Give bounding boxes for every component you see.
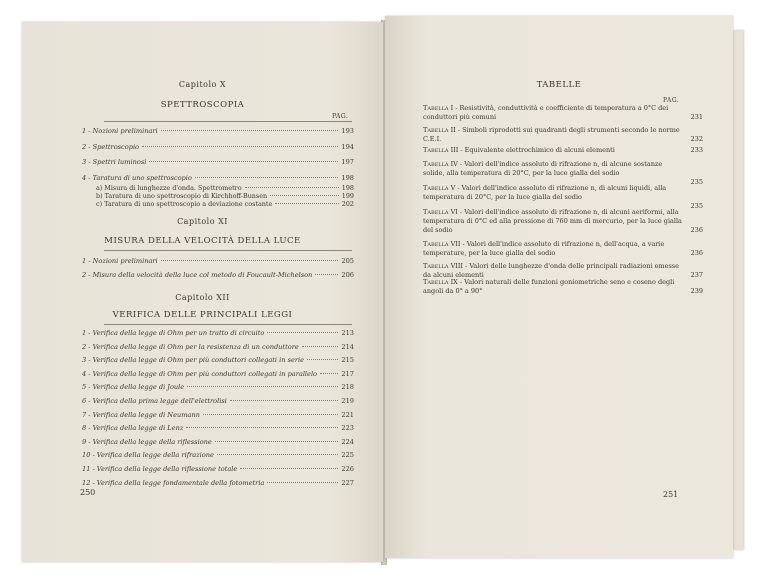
toc-entry	[82, 451, 354, 459]
toc-entry-page: 225	[341, 451, 354, 460]
table-entry	[423, 146, 703, 155]
toc-entry-label: 1 - Nozioni preliminari	[82, 257, 158, 265]
chapter-11-title: MISURA DELLA VELOCITÀ DELLA LUCE	[104, 236, 301, 246]
table-entry-text: - Simboli riprodotti sui quadranti degli strumenti secondo le norme C.E.I.	[423, 126, 680, 143]
leader-dots	[186, 427, 338, 428]
rule	[104, 324, 352, 325]
leader-dots	[161, 130, 339, 131]
leader-dots	[187, 386, 338, 387]
toc-entry	[82, 411, 354, 419]
toc-entry	[96, 192, 354, 200]
table-entry	[423, 126, 703, 144]
toc-entry-page: 219	[341, 397, 354, 405]
toc-entry-page: 202	[341, 200, 354, 208]
toc-entry	[82, 127, 354, 135]
table-entry-key: Tabella VII	[423, 240, 461, 248]
toc-entry	[82, 465, 354, 473]
leader-dots	[275, 203, 339, 204]
table-entry-page: 236	[690, 249, 703, 257]
rule	[104, 121, 352, 122]
page-stack-edge	[733, 30, 743, 550]
toc-entry-page: 226	[341, 465, 354, 473]
table-entry-key: Tabella II	[423, 126, 456, 134]
toc-entry-page: 194	[341, 143, 354, 151]
toc-entry-label: 6 - Verifica della prima legge dell'elettrolisi	[82, 397, 227, 405]
left-page	[22, 22, 383, 562]
toc-entry-page: 221	[341, 410, 354, 419]
toc-entry	[82, 343, 354, 351]
toc-entry-label: 5 - Verifica della legge di Joule	[82, 383, 185, 392]
toc-entry-page: 205	[341, 257, 354, 265]
toc-entry-label: 3 - Verifica della legge di Ohm per più conduttori collegati in serie	[82, 356, 305, 365]
toc-entry-label: 11 - Verifica della legge della riflessione totale	[82, 465, 238, 473]
table-entry-text: - Resistività, conduttività e coefficiente di temperatura a 0°C dei conduttori più comuni	[423, 104, 669, 121]
table-entry-page: 232	[690, 135, 703, 143]
toc-entry-page: 213	[341, 329, 354, 337]
toc-entry	[82, 479, 354, 487]
toc-entry	[82, 438, 354, 446]
toc-entry	[82, 383, 354, 391]
table-entry	[423, 278, 703, 296]
toc-entry	[96, 184, 354, 192]
leader-dots	[217, 454, 338, 455]
leader-dots	[307, 359, 338, 360]
toc-entry-page: 198	[341, 174, 354, 182]
table-entry-page: 235	[690, 178, 703, 186]
table-entry-page: 237	[690, 271, 703, 279]
table-entry-text: - Valori dell'indice assoluto di rifrazione n, dell'acqua, a varie temperature, per la luce gialla del sodio	[423, 240, 665, 257]
leader-dots	[267, 482, 338, 483]
table-entry	[423, 240, 703, 258]
table-entry-page: 235	[690, 202, 703, 210]
leader-dots	[195, 177, 339, 178]
leader-dots	[215, 441, 339, 442]
toc-entry-label: c) Taratura di uno spettroscopio a deviazione costante	[96, 200, 273, 208]
chapter-11-label: Capitolo XI	[177, 217, 228, 226]
table-entry-text: - Equivalente elettrochimico di alcuni elementi	[458, 146, 615, 154]
toc-entry-page: 214	[341, 342, 354, 351]
toc-entry-label: 4 - Verifica della legge di Ohm per più conduttori collegati in parallelo	[82, 369, 318, 378]
table-entry-text: - Valori dell'indice assoluto di rifrazione n, di alcuni liquidi, alla temperatura di 20°C, per la luce gialla del sodio	[423, 184, 667, 201]
chapter-12-label: Capitolo XII	[175, 293, 230, 302]
toc-entry	[82, 257, 354, 265]
toc-entry-label: 2 - Spettroscopio	[82, 143, 140, 151]
table-entry-text: - Valori delle lunghezze d'onda delle principali radiazioni emesse da alcuni elementi	[423, 262, 679, 279]
table-entry-text: - Valori dell'indice assoluto di rifrazione n, di alcune sostanze solide, alla temperatura di 20°C, per la luce gialla del sodio	[423, 160, 663, 177]
toc-entry-label: 2 - Misura della velocità della luce col metodo di Foucault-Michelson	[82, 271, 313, 279]
pag-label: PAG.	[663, 97, 680, 104]
leader-dots	[267, 332, 338, 333]
leader-dots	[161, 260, 339, 261]
toc-entry	[82, 370, 354, 378]
toc-entry-page: 227	[341, 478, 354, 487]
right-page	[385, 16, 733, 558]
toc-entry-page: 206	[341, 271, 354, 279]
table-entry-text: - Valori naturali delle funzioni goniometriche seno e coseno degli angoli da 0° a 90°	[423, 278, 675, 295]
toc-entry	[82, 424, 354, 432]
table-entry-page: 231	[690, 113, 703, 121]
table-entry-page: 233	[690, 146, 703, 154]
leader-dots	[230, 400, 339, 401]
toc-entry	[82, 271, 354, 279]
toc-entry-label: 12 - Verifica della legge fondamentale della fotometria	[82, 478, 265, 487]
toc-entry	[82, 356, 354, 364]
toc-entry-label: 9 - Verifica della legge della riflessione	[82, 437, 212, 446]
toc-entry	[82, 174, 354, 182]
toc-entry-label: 7 - Verifica della legge di Neumann	[82, 410, 200, 419]
table-entry-page: 236	[690, 226, 703, 234]
table-entry	[423, 184, 703, 211]
toc-entry-page: 218	[341, 383, 354, 392]
leader-dots	[315, 274, 338, 275]
toc-entry-label: 1 - Nozioni preliminari	[82, 127, 158, 135]
toc-entry-label: a) Misura di lunghezze d'onda. Spettrometro	[96, 184, 242, 192]
toc-entry	[96, 200, 354, 208]
toc-entry-label: 4 - Taratura di uno spettroscopio	[82, 174, 192, 182]
toc-entry-page: 223	[341, 424, 354, 433]
toc-entry-page: 217	[341, 369, 354, 378]
chapter-10-label: Capitolo X	[178, 80, 227, 89]
chapter-10-title: SPETTROSCOPIA	[160, 100, 245, 110]
leader-dots	[245, 187, 339, 188]
leader-dots	[149, 161, 338, 162]
page-number-left: 250	[80, 488, 96, 497]
table-entry-key: Tabella I	[423, 104, 454, 112]
toc-entry-label: 1 - Verifica della legge di Ohm per un tratto di circuito	[82, 329, 265, 337]
toc-entry-label: b) Taratura di uno spettroscopio di Kirchhoff-Bunsen	[96, 192, 268, 200]
chapter-12-title: VERIFICA DELLE PRINCIPALI LEGGI	[112, 310, 293, 320]
toc-entry-label: 3 - Spettri luminosi	[82, 158, 147, 166]
leader-dots	[270, 195, 339, 196]
rule	[104, 250, 352, 251]
toc-entry	[82, 143, 354, 151]
table-entry-key: Tabella IV	[423, 160, 458, 168]
toc-entry	[82, 397, 354, 405]
table-entry	[423, 160, 703, 187]
leader-dots	[142, 146, 338, 147]
toc-entry	[82, 158, 354, 166]
tables-title: TABELLE	[536, 80, 582, 90]
toc-entry-label: 10 - Verifica della legge della rifrazione	[82, 451, 214, 460]
toc-entry-label: 8 - Verifica della legge di Lenz	[82, 424, 184, 433]
leader-dots	[302, 346, 339, 347]
toc-entry-label: 2 - Verifica della legge di Ohm per la resistenza di un conduttore	[82, 342, 299, 351]
leader-dots	[203, 414, 339, 415]
page-number-right: 251	[663, 490, 679, 499]
table-entry-page: 239	[690, 287, 703, 295]
toc-entry-page: 224	[341, 437, 354, 446]
table-entry-text: - Valori dell'indice assoluto di rifrazione n, di alcuni aeriformi, alla temperatura di 0°C ed alla pressione di 760 mm di mercurio, per la luce gialla del sodio	[423, 208, 682, 234]
toc-entry-page: 198	[341, 184, 354, 192]
toc-entry-page: 197	[341, 158, 354, 166]
table-entry-key: Tabella IX	[423, 278, 458, 286]
toc-entry-page: 215	[341, 356, 354, 365]
table-entry-key: Tabella III	[423, 146, 459, 154]
pag-label: PAG.	[332, 113, 349, 120]
toc-entry-page: 199	[341, 192, 354, 200]
table-entry-key: Tabella VIII	[423, 262, 463, 270]
table-entry-key: Tabella V	[423, 184, 456, 192]
table-entry	[423, 104, 703, 122]
table-entry	[423, 208, 703, 235]
leader-dots	[320, 373, 338, 374]
leader-dots	[240, 468, 338, 469]
table-entry-key: Tabella VI	[423, 208, 458, 216]
toc-entry-page: 193	[341, 127, 354, 135]
toc-entry	[82, 329, 354, 337]
